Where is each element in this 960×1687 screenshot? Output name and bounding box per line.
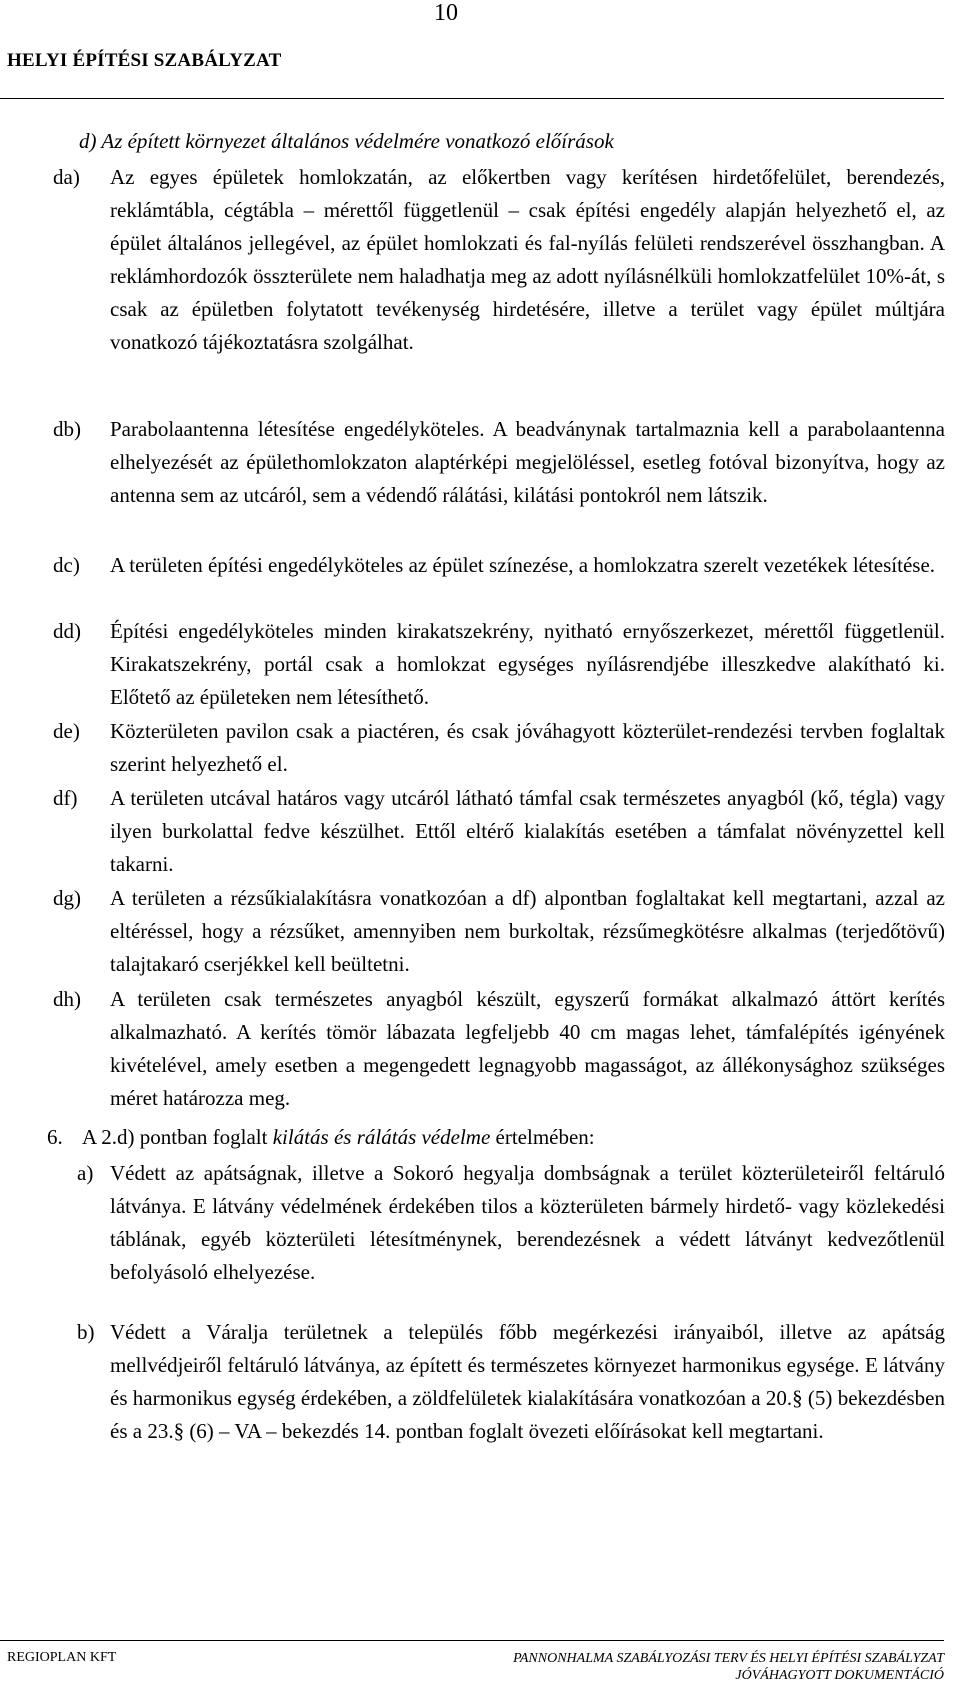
- item-label: de): [53, 719, 80, 743]
- item-label: dh): [53, 987, 81, 1011]
- page-number: 10: [434, 0, 458, 26]
- item-da: [53, 161, 945, 359]
- point-number: 6.: [47, 1125, 63, 1149]
- footer-line-2: JÓVÁHAGYOTT DOKUMENTÁCIÓ: [735, 1668, 944, 1683]
- item-label: df): [53, 786, 78, 810]
- intro-text-end: értelmében:: [490, 1125, 595, 1149]
- footer-document-info: [404, 1650, 944, 1684]
- footer-company: REGIOPLAN KFT: [7, 1650, 117, 1665]
- footer-divider: [0, 1640, 944, 1641]
- item-label: dd): [53, 619, 81, 643]
- sub-text: Védett a Váralja területnek a település főbb megérkezési irányaiból, illetve az apátság mellvédjeiről feltáruló látványa, az épített és természetes környezet harmonikus egysége. E látvány és harmonikus egység érdekében, a zöldfelületek kialakítására vonatkozóan a 20.§ (5) bekezdésben és a 23.§ (6) – VA – bekezdés 14. pontban foglalt övezeti előírásokat kell megtartani.: [110, 1320, 945, 1443]
- point-6-b: [77, 1316, 945, 1448]
- item-dh: [53, 983, 945, 1115]
- item-label: da): [53, 165, 80, 189]
- intro-italic: kilátás és rálátás védelme: [272, 1125, 491, 1149]
- footer-line-1: PANNONHALMA SZABÁLYOZÁSI TERV ÉS HELYI ÉPÍTÉSI SZABÁLYZAT: [513, 1651, 944, 1666]
- item-text: A területen utcával határos vagy utcáról látható támfal csak természetes anyagból (kő, tégla) vagy ilyen burkolattal fedve készülhet. Ettől eltérő kialakítás esetében a támfalat növényzettel kell takarni.: [110, 786, 945, 876]
- item-dd: [53, 615, 945, 714]
- intro-text: A 2.d) pontban foglalt: [82, 1125, 273, 1149]
- item-text: Az egyes épületek homlokzatán, az előkertben vagy kerítésen hirdetőfelület, berendezés, reklámtábla, cégtábla – mérettől függetlenül – csak építési engedély alapján helyezhető el, az épület általános jellegével, az épület homlokzati és fal-nyílás felületi rendszerével összhangban. A reklámhordozók összterülete nem haladhatja meg az adott nyílásnélküli homlokzatfelület 10%-át, s csak az épületben folytatott tevékenység hirdetésére, illetve a terület vagy épület múltjára vonatkozó tájékoztatásra szolgálhat.: [110, 165, 945, 354]
- sub-label: b): [77, 1320, 95, 1344]
- point-6-a: [77, 1157, 945, 1289]
- item-label: dg): [53, 886, 81, 910]
- section-d-title: d) Az épített környezet általános védelmére vonatkozó előírások: [79, 129, 614, 153]
- item-text: A területen építési engedélyköteles az épület színezése, a homlokzatra szerelt vezetékek létesítése.: [110, 553, 936, 577]
- item-db: [53, 413, 945, 512]
- item-text: A területen a rézsűkialakításra vonatkozóan a df) alpontban foglaltakat kell megtartani, azzal az eltéréssel, hogy a rézsűket, amennyiben nem burkoltak, rézsűmegkötésre alkalmas (terjedőtövű) talajtakaró cserjékkel kell beültetni.: [110, 886, 945, 976]
- item-text: Közterületen pavilon csak a piactéren, és csak jóváhagyott közterület-rendezési tervben foglaltak szerint helyezhető el.: [110, 719, 945, 776]
- header-title: HELYI ÉPÍTÉSI SZABÁLYZAT: [7, 50, 282, 71]
- sub-text: Védett az apátságnak, illetve a Sokoró hegyalja dombságnak a terület közterületeiről feltáruló látványa. E látvány védelmének érdekében tilos a közterületen bármely hirdető- vagy közlekedési táblának, egyéb közterületi létesítménynek, berendezésnek a védett látványt kedvezőtlenül befolyásoló elhelyezése.: [110, 1161, 945, 1284]
- sub-label: a): [77, 1161, 94, 1185]
- item-label: dc): [53, 553, 80, 577]
- item-dc: [53, 549, 945, 582]
- item-text: Parabolaantenna létesítése engedélyköteles. A beadványnak tartalmaznia kell a parabolaantenna elhelyezését az épülethomlokzaton alaptérképi megjelöléssel, esetleg fotóval bizonyítva, hogy az antenna sem az utcáról, sem a védendő rálátási, kilátási pontokról nem látszik.: [110, 417, 945, 507]
- item-label: db): [53, 417, 81, 441]
- header-divider: [0, 98, 944, 99]
- item-dg: [53, 882, 945, 981]
- point-6-intro: [47, 1125, 595, 1150]
- item-text: A területen csak természetes anyagból készült, egyszerű formákat alkalmazó áttört kerítés alkalmazható. A kerítés tömör lábazata legfeljebb 40 cm magas lehet, támfalépítés igényének kivételével, amely esetben a megengedett legnagyobb magasságot, az állékonysághoz szükséges méret határozza meg.: [110, 987, 945, 1110]
- item-de: [53, 715, 945, 781]
- item-df: [53, 782, 945, 881]
- item-text: Építési engedélyköteles minden kirakatszekrény, nyitható ernyőszerkezet, mérettől függetlenül. Kirakatszekrény, portál csak a homlokzat egységes nyílásrendjébe illeszkedve alakítható ki. Előtető az épületeken nem létesíthető.: [110, 619, 945, 709]
